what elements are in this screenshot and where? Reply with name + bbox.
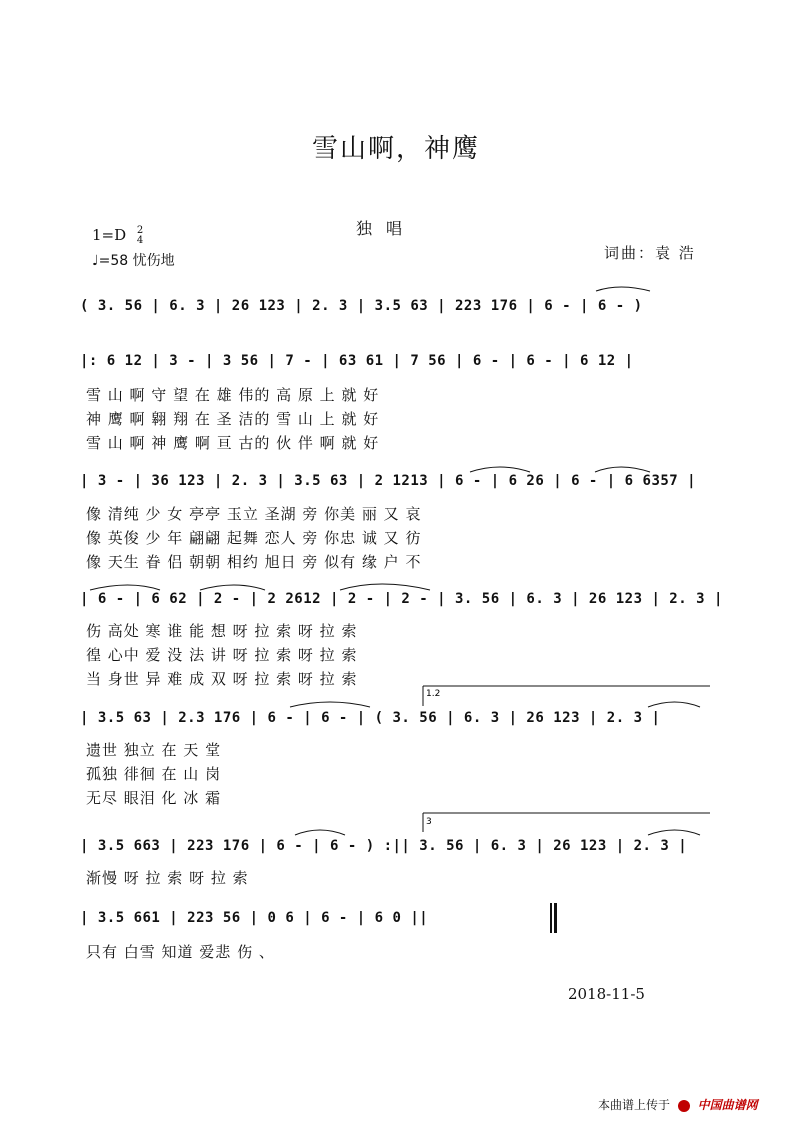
lyric-line: 徨 心中 爱 没 法 讲 呀 拉 索 呀 拉 索	[86, 646, 358, 664]
lyric-line: 当 身世 异 难 成 双 呀 拉 索 呀 拉 索	[86, 670, 358, 688]
key-text: 1=D	[92, 226, 127, 244]
lyrics-block-4	[86, 619, 357, 691]
score-row-5: | 3.5 63 | 2.3 176 | 6 - | 6 - | ( 3. 56 | 6. 3 | 26 123 | 2. 3 |	[80, 710, 661, 726]
tempo-marking: ♩=58 忧伤地	[92, 253, 175, 269]
lyric-line: 孤独 徘徊 在 山 岗	[86, 765, 222, 783]
lyric-line: 神 鹰 啊 翱 翔 在 圣 洁的 雪 山 上 就 好	[86, 410, 380, 428]
lyrics-block-7	[86, 940, 275, 964]
tie-arc	[200, 585, 265, 590]
tie-arc	[470, 467, 530, 472]
lyrics-block-5	[86, 738, 221, 810]
lyric-line: 无尽 眼泪 化 冰 霜	[86, 789, 222, 807]
tie-arc	[295, 830, 345, 835]
lyrics-block-6	[86, 866, 249, 890]
date: 2018-11-5	[568, 985, 645, 1003]
tie-arc	[648, 702, 700, 707]
volta-label-3: 3	[426, 817, 432, 827]
lyric-line: 像 英俊 少 年 翩翩 起舞 恋人 旁 你忠 诚 又 彷	[86, 529, 422, 547]
tie-arc	[648, 830, 700, 835]
credit: 词曲：袁 浩	[604, 244, 696, 262]
lyrics-block-3	[86, 502, 421, 574]
lyrics-block-2	[86, 383, 379, 455]
site-logo-text: 中国曲谱网	[697, 1098, 758, 1112]
subtitle: 独唱	[356, 219, 417, 238]
tie-arc	[595, 467, 650, 472]
lyric-line: 雪 山 啊 神 鹰 啊 亘 古的 伙 伴 啊 就 好	[86, 434, 380, 452]
score-row-6: | 3.5 663 | 223 176 | 6 - | 6 - ) :|| 3. 56 | 6. 3 | 26 123 | 2. 3 |	[80, 838, 688, 854]
footer-watermark	[598, 1096, 758, 1113]
tie-arc	[90, 585, 160, 590]
lyric-line: 遗世 独立 在 天 堂	[86, 741, 222, 759]
score-row-3: | 3 - | 36 123 | 2. 3 | 3.5 63 | 2 1213 | 6 - | 6 26 | 6 - | 6 6357 |	[80, 473, 697, 489]
lyric-line: 像 清纯 少 女 亭亭 玉立 圣湖 旁 你美 丽 又 哀	[86, 505, 422, 523]
tie-arc	[290, 702, 370, 707]
lyric-line: 像 天生 眷 侣 朝朝 相约 旭日 旁 似有 缘 户 不	[86, 553, 422, 571]
final-barline-thick	[554, 903, 557, 933]
site-logo-icon	[678, 1100, 690, 1112]
lyric-line: 伤 高处 寒 谁 能 想 呀 拉 索 呀 拉 索	[86, 622, 358, 640]
footer-text: 本曲谱上传于	[598, 1098, 671, 1112]
page-title: 雪山啊，神鹰	[311, 134, 480, 164]
time-signature: 2 4	[136, 225, 144, 246]
tie-arc	[340, 584, 430, 590]
score-row-2: |: 6 12 | 3 - | 3 56 | 7 - | 63 61 | 7 56 | 6 - | 6 - | 6 12 |	[80, 353, 634, 369]
tie-arc	[596, 287, 650, 291]
score-row-4: | 6 - | 6 62 | 2 - | 2 2612 | 2 - | 2 - | 3. 56 | 6. 3 | 26 123 | 2. 3 |	[80, 591, 723, 607]
lyric-line: 渐慢 呀 拉 索 呀 拉 索	[86, 869, 249, 887]
score-row-1: ( 3. 56 | 6. 3 | 26 123 | 2. 3 | 3.5 63 | 223 176 | 6 - | 6 - )	[80, 298, 643, 314]
final-barline-thin	[550, 903, 552, 933]
lyric-line: 雪 山 啊 守 望 在 雄 伟的 高 原 上 就 好	[86, 386, 380, 404]
lyric-line: 只有 白雪 知道 爱悲 伤 、	[86, 943, 275, 961]
volta-label-12: 1.2	[426, 689, 441, 699]
score-row-7: | 3.5 661 | 223 56 | 0 6 | 6 - | 6 0 ||	[80, 910, 429, 926]
